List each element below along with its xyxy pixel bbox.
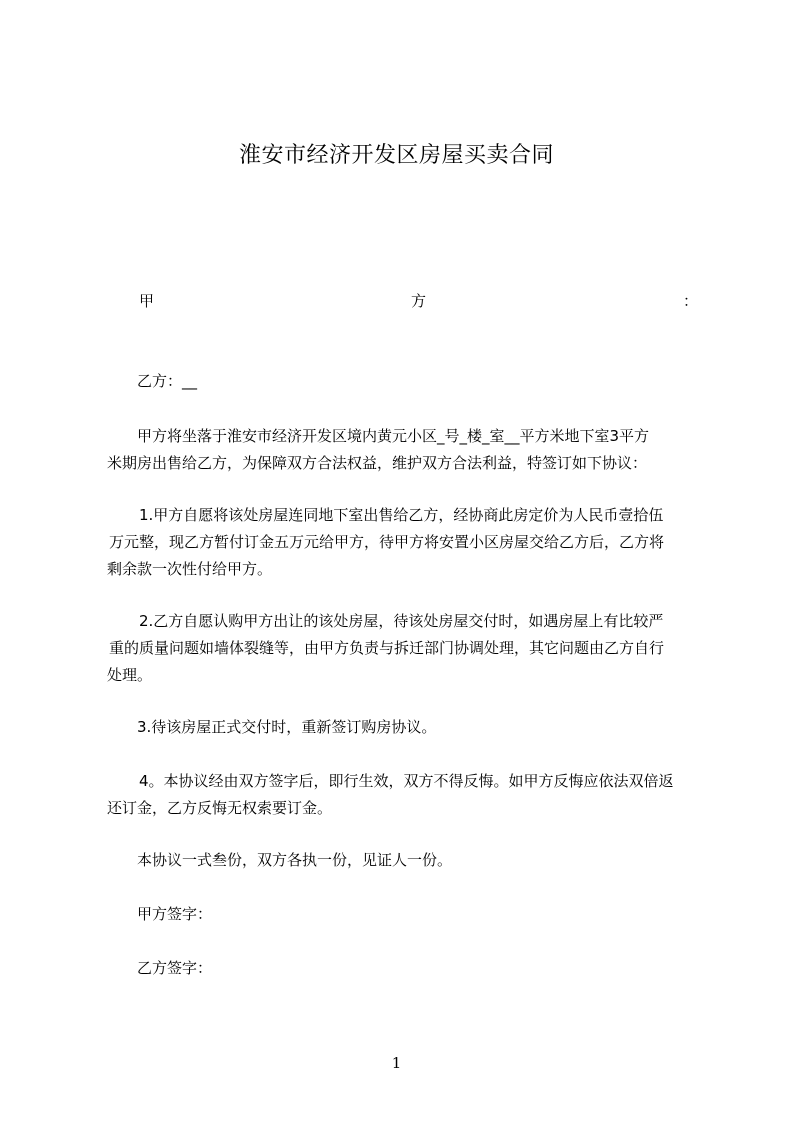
clause-2 [107,608,664,689]
clause-4 [107,768,674,822]
clause-2-line-2: 重的质量问题如墙体裂缝等，由甲方负责与拆迁部门协调处理，其它问题由乙方自行 [109,639,665,657]
copies-statement: 本协议一式叁份，双方各执一份，见证人一份。 [137,851,453,869]
party-a-line [0,290,793,314]
clause-3: 3.待该房屋正式交付时，重新签订购房协议。 [137,718,437,736]
clause-2-line-1: 2.乙方自愿认购甲方出让的该处房屋，待该处房屋交付时，如遇房屋上有比较严 [139,612,664,630]
page-number: 1 [391,1054,402,1072]
party-b-line: 乙方：__ [137,372,198,390]
party-a-char-2: 方 [411,292,427,310]
clause-4-line-2: 还订金，乙方反悔无权索要订金。 [107,799,333,817]
clause-4-line-1: 4。本协议经由双方签字后，即行生效，双方不得反悔。如甲方反悔应依法双倍返 [139,772,674,790]
party-a-colon: ： [683,292,699,310]
clause-1-line-1: 1.甲方自愿将该处房屋连同地下室出售给乙方，经协商此房定价为人民币壹拾伍 [139,506,664,524]
intro-paragraph [107,423,649,477]
party-a-char-1: 甲 [139,292,155,310]
clause-1-line-2: 万元整，现乙方暂付订金五万元给甲方，待甲方将安置小区房屋交给乙方后，乙方将 [109,533,665,551]
party-b-signature: 乙方签字： [137,959,213,977]
clause-1 [107,502,664,583]
document-title: 淮安市经济开发区房屋买卖合同 [238,143,554,168]
intro-line-2: 米期房出售给乙方，为保障双方合法权益，维护双方合法利益，特签订如下协议： [107,454,648,472]
intro-line-1: 甲方将坐落于淮安市经济开发区境内黄元小区_号_楼_室__平方米地下室3平方 [137,427,650,445]
party-a-signature: 甲方签字： [137,905,213,923]
clause-2-line-3: 处理。 [107,666,153,684]
clause-1-line-3: 剩余款一次性付给甲方。 [107,560,273,578]
